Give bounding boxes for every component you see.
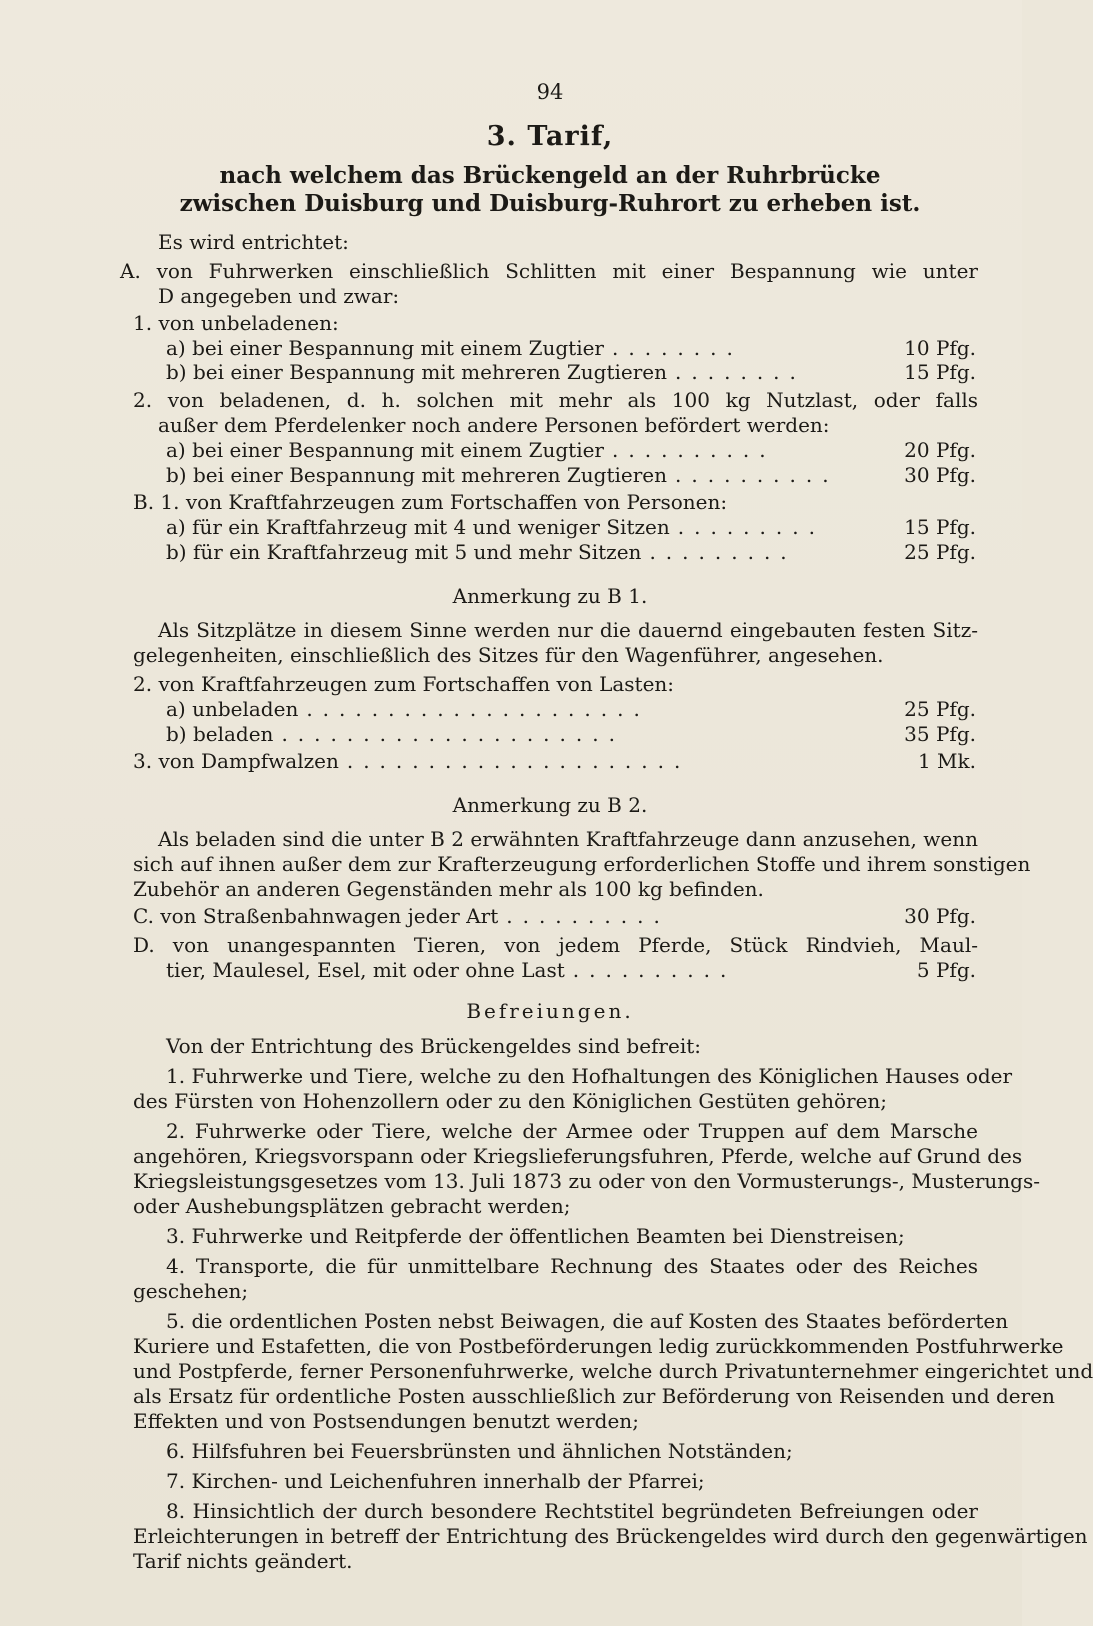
exemptions-title: Befreiungen. — [466, 999, 634, 1023]
subtitle-line-1: nach welchem das Brückengeld an der Ruhrbrücke — [219, 162, 881, 189]
fee-amount: 10 Pfg. — [904, 336, 976, 360]
fee-row-a2a: a) bei einer Bespannung mit einem Zugtier .......... 20 Pfg. — [166, 438, 976, 462]
exemption-5-line-2: Kuriere und Estafetten, die von Postbeförderungen ledig zurückkommenden Postfuhrwerke — [133, 1334, 1064, 1358]
exemption-4-line-1: 4. Transporte, die für unmittelbare Rechnung des Staates oder des Reiches — [166, 1254, 978, 1278]
fee-amount: 25 Pfg. — [904, 540, 976, 564]
fee-amount: 5 Pfg. — [916, 958, 976, 982]
fee-label: b) beladen — [166, 722, 274, 746]
note-b1-line-2: gelegenheiten, einschließlich des Sitzes für den Wagenführer, angesehen. — [133, 643, 884, 667]
exemption-5-line-1: 5. die ordentlichen Posten nebst Beiwagen, die auf Kosten des Staates beförderten — [166, 1309, 1009, 1333]
fee-row-b3: 3. von Dampfwalzen ..................... 1 Mk. — [133, 749, 976, 773]
fee-label: b) bei einer Bespannung mit mehreren Zugtieren — [166, 360, 668, 384]
section-b2-heading: 2. von Kraftfahrzeugen zum Fortschaffen von Lasten: — [133, 672, 675, 696]
fee-amount: 1 Mk. — [917, 749, 976, 773]
exemption-7-line-1: 7. Kirchen- und Leichenfuhren innerhalb der Pfarrei; — [166, 1469, 705, 1493]
fee-label: b) für ein Kraftfahrzeug mit 5 und mehr Sitzen — [166, 540, 642, 564]
note-b2-line-1: Als beladen sind die unter B 2 erwähnten Kraftfahrzeuge dann anzusehen, wenn — [158, 827, 978, 851]
fee-row-b2b: b) beladen ..................... 35 Pfg. — [166, 722, 976, 746]
section-a2-line-2: außer dem Pferdelenker noch andere Personen befördert werden: — [158, 413, 830, 437]
fee-label: a) bei einer Bespannung mit einem Zugtier — [166, 336, 604, 360]
fee-label: tier, Maulesel, Esel, mit oder ohne Last — [166, 958, 565, 982]
page-title: 3. Tarif, — [486, 121, 614, 152]
note-b2-line-3: Zubehör an anderen Gegenständen mehr als 100 kg befinden. — [133, 877, 764, 901]
exemption-5-line-5: Effekten und von Postsendungen benutzt werden; — [133, 1409, 639, 1433]
fee-row-a1a: a) bei einer Bespannung mit einem Zugtier ........ 10 Pfg. — [166, 336, 976, 360]
fee-amount: 30 Pfg. — [904, 463, 976, 487]
fee-amount: 15 Pfg. — [904, 515, 976, 539]
exemption-5-line-3: und Postpferde, ferner Personenfuhrwerke, welche durch Privatunternehmer eingerichtet und — [133, 1359, 1093, 1383]
section-a-line-1: A. von Fuhrwerken einschließlich Schlitten mit einer Bespannung wie unter — [120, 259, 978, 283]
exemptions-intro: Von der Entrichtung des Brückengeldes sind befreit: — [166, 1034, 701, 1058]
fee-amount: 15 Pfg. — [904, 360, 976, 384]
fee-label: a) unbeladen — [166, 697, 299, 721]
exemption-1-line-2: des Fürsten von Hohenzollern oder zu den Königlichen Gestüten gehören; — [133, 1089, 888, 1113]
fee-label: 3. von Dampfwalzen — [133, 749, 339, 773]
section-a-line-2: D angegeben und zwar: — [158, 284, 400, 308]
exemption-8-line-1: 8. Hinsichtlich der durch besondere Rechtstitel begründeten Befreiungen oder — [166, 1499, 978, 1523]
section-a1-heading: 1. von unbeladenen: — [133, 311, 339, 335]
section-b1-heading: B. 1. von Kraftfahrzeugen zum Fortschaffen von Personen: — [133, 490, 728, 514]
exemption-8-line-2: Erleichterungen in betreff der Entrichtung des Brückengeldes wird durch den gegenwärtigen — [133, 1524, 1088, 1548]
exemption-2-line-3: Kriegsleistungsgesetzes vom 13. Juli 1873 zu oder von den Vormusterungs-, Musterungs- — [133, 1169, 1040, 1193]
exemption-4-line-2: geschehen; — [133, 1279, 249, 1303]
fee-amount: 20 Pfg. — [904, 438, 976, 462]
fee-row-d: tier, Maulesel, Esel, mit oder ohne Last .......... 5 Pfg. — [166, 958, 976, 982]
exemption-5-line-4: als Ersatz für ordentliche Posten ausschließlich zur Beförderung von Reisenden und deren — [133, 1384, 1055, 1408]
page-number: 94 — [536, 80, 564, 104]
exemption-8-line-3: Tarif nichts geändert. — [133, 1549, 353, 1573]
intro-text: Es wird entrichtet: — [158, 230, 349, 254]
subtitle-line-2: zwischen Duisburg und Duisburg-Ruhrort zu erheben ist. — [179, 190, 921, 217]
fee-row-c: C. von Straßenbahnwagen jeder Art .......... 30 Pfg. — [133, 904, 976, 928]
fee-label: a) bei einer Bespannung mit einem Zugtier — [166, 438, 604, 462]
fee-row-b1a: a) für ein Kraftfahrzeug mit 4 und weniger Sitzen ......... 15 Pfg. — [166, 515, 976, 539]
exemption-2-line-1: 2. Fuhrwerke oder Tiere, welche der Armee oder Truppen auf dem Marsche — [166, 1119, 978, 1143]
fee-row-a2b: b) bei einer Bespannung mit mehreren Zugtieren .......... 30 Pfg. — [166, 463, 976, 487]
fee-row-a1b: b) bei einer Bespannung mit mehreren Zugtieren ........ 15 Pfg. — [166, 360, 976, 384]
exemption-6-line-1: 6. Hilfsfuhren bei Feuersbrünsten und ähnlichen Notständen; — [166, 1439, 793, 1463]
fee-amount: 25 Pfg. — [904, 697, 976, 721]
exemption-1-line-1: 1. Fuhrwerke und Tiere, welche zu den Hofhaltungen des Königlichen Hauses oder — [166, 1064, 1013, 1088]
fee-label: b) bei einer Bespannung mit mehreren Zugtieren — [166, 463, 668, 487]
exemption-3-line-1: 3. Fuhrwerke und Reitpferde der öffentlichen Beamten bei Dienstreisen; — [166, 1224, 905, 1248]
note-b2-line-2: sich auf ihnen außer dem zur Krafterzeugung erforderlichen Stoffe und ihrem sonstigen — [133, 852, 1031, 876]
note-b1-line-1: Als Sitzplätze in diesem Sinne werden nur die dauernd eingebauten festen Sitz- — [158, 618, 978, 642]
fee-amount: 35 Pfg. — [904, 722, 976, 746]
fee-amount: 30 Pfg. — [904, 904, 976, 928]
fee-label: C. von Straßenbahnwagen jeder Art — [133, 904, 499, 928]
section-d-line-1: D. von unangespannten Tieren, von jedem Pferde, Stück Rindvieh, Maul- — [133, 933, 978, 957]
note-b1-title: Anmerkung zu B 1. — [452, 584, 648, 608]
section-a2-line-1: 2. von beladenen, d. h. solchen mit mehr als 100 kg Nutzlast, oder falls — [133, 388, 978, 412]
fee-row-b2a: a) unbeladen ..................... 25 Pfg. — [166, 697, 976, 721]
fee-row-b1b: b) für ein Kraftfahrzeug mit 5 und mehr Sitzen ......... 25 Pfg. — [166, 540, 976, 564]
fee-label: a) für ein Kraftfahrzeug mit 4 und weniger Sitzen — [166, 515, 670, 539]
exemption-2-line-2: angehören, Kriegsvorspann oder Kriegslieferungsfuhren, Pferde, welche auf Grund des — [133, 1144, 1023, 1168]
exemption-2-line-4: oder Aushebungsplätzen gebracht werden; — [133, 1194, 571, 1218]
note-b2-title: Anmerkung zu B 2. — [452, 793, 648, 817]
